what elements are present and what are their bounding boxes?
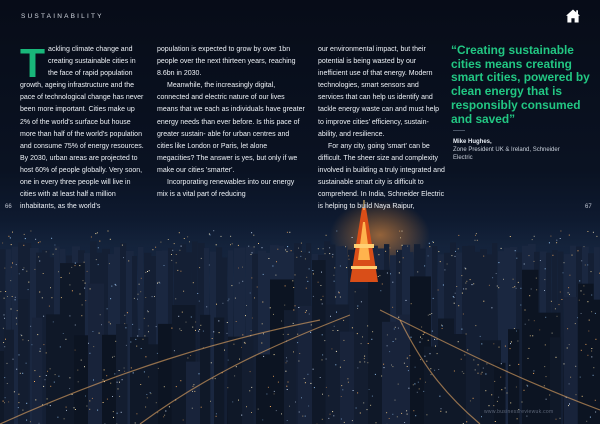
paragraph: Meanwhile, the increasingly digital, connected and electric nature of our lives means that we each as individuals have greater energy needs than ever before. Is this pace of greater sustain- able for urban centres and cities like London or Paris, let alone megacities? The answer is yes, but only if we make our cities 'smarter'. <box>157 82 305 174</box>
section-label: SUSTAINABILITY <box>21 13 104 20</box>
tokyo-night-cityscape-photo <box>0 200 600 424</box>
drop-cap: T <box>20 40 46 86</box>
page-number-left: 66 <box>5 204 12 210</box>
footer-website[interactable]: www.businessreviewuk.com <box>484 409 554 415</box>
pull-quote: “Creating sustainable cities means creating smart cities, powered by clean energy that is responsibly consumed and saved” <box>451 43 590 126</box>
article-column-3 <box>318 44 446 213</box>
quote-divider <box>453 130 465 131</box>
paragraph: For any city, going 'smart' can be difficult. The sheer size and complexity involved in building a truly integrated and sustainable smart city is difficult to comprehend. In India, Schneider Electric is helping to build Naya Raipur, <box>318 142 445 211</box>
home-icon[interactable] <box>565 8 581 24</box>
quote-speaker-role: Zone President UK & Ireland, Schneider Electric <box>453 147 560 161</box>
article-column-1 <box>20 40 144 213</box>
page-header <box>0 0 600 32</box>
quote-speaker: Mike Hughes, <box>453 139 492 145</box>
paragraph: our environmental impact, but their potential is being wasted by our inefficient use of that energy. Modern technologies, smart sensors and services that can help us identify and tackle energy waste can and must help to improve cities' efficiency, sustain- ability, and resilience. <box>318 46 440 138</box>
paragraph: population is expected to grow by over 1bn people over the next thirteen years, reaching 8.6bn in 2030. <box>157 46 296 78</box>
page-number-right: 67 <box>585 204 592 210</box>
opening-paragraph-text: ackling climate change and creating sustainable cities in the face of rapid population growth, ageing infrastructure and the pace of technological change has never been more important. Cities make up 2% of the world's surface but house more than half of the world's population and consume 75% of energy resources. By 2030, urban areas are projected to host 60% of people globally. Very soon, one in every three people will live in cities with at least half a million inhabitants, as the world's <box>20 46 144 211</box>
article-column-2 <box>157 44 305 201</box>
paragraph: Incorporating renewables into our energy mix is a vital part of reducing <box>157 179 295 199</box>
opening-paragraph <box>20 40 144 213</box>
